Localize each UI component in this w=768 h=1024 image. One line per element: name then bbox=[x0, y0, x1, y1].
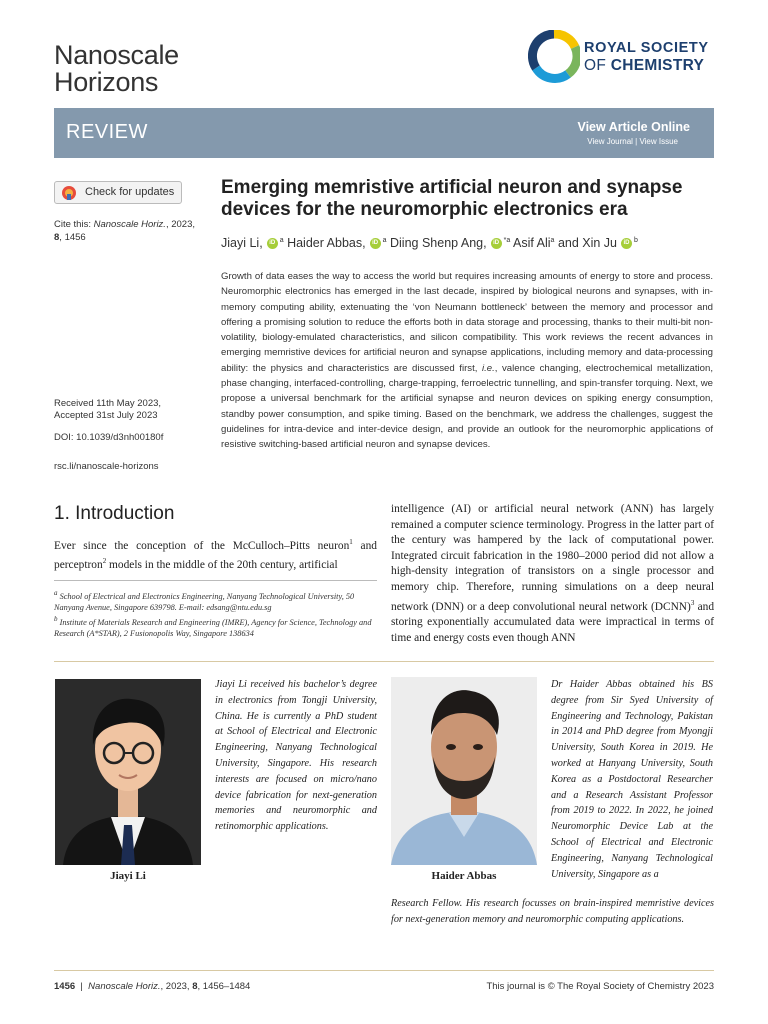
view-journal-issue-links[interactable]: View Journal | View Issue bbox=[587, 137, 678, 146]
author-name: Jiayi Li, bbox=[221, 236, 263, 250]
portrait-image bbox=[391, 677, 537, 865]
intro-text: Ever since the conception of the McCulloch–Pitts neuron bbox=[54, 539, 350, 552]
author-affiliation: *a bbox=[503, 236, 511, 244]
portrait-image bbox=[55, 679, 201, 865]
rsc-chemistry: CHEMISTRY bbox=[610, 57, 705, 74]
footer-journal: Nanoscale Horiz. bbox=[88, 981, 161, 992]
article-type-label: REVIEW bbox=[66, 121, 148, 143]
abstract-part2: , valence changing, electrochemical metallization, phase changing, interfaced-controlling, charge-trapping, ferroelectric tunnelling, and spin-transfer torquing. Next, we propose a universal benchmark for the artificial synapse and neuron devices on spiking energy consumption, standby power consumption, and spike timing. Based on the benchmark, we address the challenges, suggest the guidelines for intra-device and inter-device design, and provide an outlook for the neuromorphic applications of resistive switching-based artificial neuron and synapse devices. bbox=[221, 362, 713, 451]
photo-caption: Jiayi Li bbox=[110, 870, 146, 882]
author-affiliation: a bbox=[550, 236, 555, 244]
journal-title-line1: Nanoscale bbox=[54, 40, 179, 70]
intro-text: intelligence (AI) or artificial neural network (ANN) has largely remained a computer science terminology. Progress in the latter part of the century was hampered by the lack of computational power. Integrated circuit fabrication in the 1980–2000 period did not allow a high-density integration of transistors on a single processor and memory chip. Therefore, running simulations on a deep neural network (DNN) or a deep convolutional neural network (DCNN) bbox=[391, 503, 714, 613]
footer-volume: 8 bbox=[192, 981, 198, 992]
accepted-date: Accepted 31st July 2023 bbox=[54, 410, 158, 421]
author-affiliation: a bbox=[279, 236, 284, 244]
check-updates-icon bbox=[61, 185, 77, 201]
orcid-icon[interactable]: iD bbox=[267, 238, 278, 249]
footnote-b-text: Institute of Materials Research and Engineering (IMRE), Agency for Science, Technology and Research (A*STAR), 2 Fusionopolis Way, Singapore 138634 bbox=[54, 617, 372, 639]
citation-info bbox=[54, 218, 204, 244]
biography-jiayi-li: Jiayi Li received his bachelor’s degree in electronics from Tongji University, China. He is currently a PhD student at School of Electrical and Electronic Engineering, Nanyang Technological University, Singapore. His research interests are focused on micro/nano device fabrication for next-generation memories and neuromorphic and retinomorphic applications. bbox=[215, 679, 377, 833]
author-affiliation: a bbox=[382, 236, 387, 244]
orcid-icon[interactable]: iD bbox=[621, 238, 632, 249]
rsc-logo-icon bbox=[528, 30, 580, 84]
orcid-icon[interactable]: iD bbox=[370, 238, 381, 249]
author-affiliation: b bbox=[634, 236, 638, 244]
cite-volume: 8 bbox=[54, 232, 60, 243]
check-for-updates-label: Check for updates bbox=[85, 186, 175, 198]
intro-text: models in the middle of the 20th century, artificial bbox=[106, 559, 338, 572]
received-date: Received 11th May 2023, bbox=[54, 398, 162, 409]
intro-column-left bbox=[54, 535, 377, 574]
check-for-updates-button[interactable] bbox=[54, 181, 182, 204]
affiliation-footnotes bbox=[54, 588, 377, 640]
author-name: Haider Abbas, bbox=[287, 236, 366, 250]
footnote-b bbox=[54, 614, 377, 640]
author-name: Asif Ali bbox=[513, 236, 551, 250]
article-title: Emerging memristive artificial neuron and synapse devices for the neuromorphic electronics era bbox=[221, 177, 683, 220]
author-name: and Xin Ju bbox=[557, 236, 618, 250]
rsc-wordmark bbox=[584, 40, 709, 74]
biography-haider-abbas: Dr Haider Abbas obtained his BS degree from Sir Syed University of Engineering and Technology, Pakistan in 2014 and PhD degree from Myongji University, South Korea in 2019. He worked at Hanyang University, South Korea as a Postdoctoral Researcher and a Research Assistant Professor from 2019 to 2022. In 2022, he joined Neuromorphic Device Lab at the School of Electrical and Electronic Engineering, Nanyang Technological University, Singapore as a bbox=[551, 679, 713, 880]
rsc-wordmark-line2 bbox=[584, 57, 709, 74]
footnote-a-text: School of Electrical and Electronics Engineering, Nanyang Technological University, 50 Nanyang Avenue, Singapore 639798. E-mail: edsang@ntu.edu.sg bbox=[54, 591, 355, 613]
intro-column-right bbox=[391, 502, 714, 646]
footer-year: , 2023, bbox=[160, 981, 193, 992]
ref-link[interactable]: 2 bbox=[102, 557, 107, 566]
biography-divider bbox=[54, 661, 714, 662]
footer-citation bbox=[54, 981, 250, 992]
intro-text: and perceptron bbox=[54, 539, 377, 572]
page-number: 1456 bbox=[54, 981, 76, 992]
footnote-a-mark: a bbox=[54, 589, 58, 597]
doi[interactable]: DOI: 10.1039/d3nh00180f bbox=[54, 432, 164, 443]
article-type-band bbox=[54, 108, 714, 158]
cite-page: , 1456 bbox=[59, 232, 86, 243]
footer-divider bbox=[54, 970, 714, 971]
rsc-logo[interactable] bbox=[528, 30, 714, 84]
cite-journal: Nanoscale Horiz. bbox=[93, 219, 166, 230]
section-heading: 1. Introduction bbox=[54, 503, 175, 524]
biography-haider-abbas-continued: Research Fellow. His research focusses on brain-inspired memristive devices for next-generation memory and neuromorphic computing applications. bbox=[391, 898, 714, 925]
journal-title-line2: Horizons bbox=[54, 67, 159, 97]
author-photo-jiayi-li bbox=[55, 679, 201, 865]
journal-title bbox=[54, 42, 179, 96]
orcid-icon[interactable]: iD bbox=[491, 238, 502, 249]
footer-separator: | bbox=[75, 981, 89, 992]
view-article-online-link[interactable]: View Article Online bbox=[577, 120, 690, 134]
footnote-a bbox=[54, 588, 377, 614]
cite-year: , 2023, bbox=[165, 219, 196, 230]
photo-caption: Haider Abbas bbox=[431, 870, 497, 882]
footer-copyright: This journal is © The Royal Society of Chemistry 2023 bbox=[486, 981, 714, 992]
ref-link[interactable]: 3 bbox=[690, 598, 695, 607]
rsc-of: OF bbox=[584, 57, 611, 74]
rsc-wordmark-line1: ROYAL SOCIETY bbox=[584, 40, 709, 56]
cite-prefix: Cite this: bbox=[54, 219, 94, 230]
abstract bbox=[221, 269, 713, 453]
intro-text: and storing exponentially accumulated data were impractical in terms of time and energy costs even though ANN bbox=[391, 600, 715, 644]
footnote-divider bbox=[54, 580, 377, 581]
footer-pages: , 1456–1484 bbox=[197, 981, 251, 992]
journal-site-link[interactable]: rsc.li/nanoscale-horizons bbox=[54, 461, 159, 472]
abstract-part1: Growth of data eases the way to access the world but requires increasing amounts of energy to store and process. Neuromorphic electronics has emerged in the last decade, inspired by biological neurons and synapses, with in-memory computing ability, extenuating the ‘von Neumann bottleneck’ between the memory and processor and offering a promising solution to reduce the efforts both in data storage and processing, thanks to their multi-bit non-volatility, biology-emulated characteristics, and silicon compatibility. This work reviews the recent advances in emerging memristive devices for artificial neuron and synapse applications, including memory and data-processing ability: the physics and characteristics are discussed first, bbox=[221, 271, 713, 374]
ref-link[interactable]: 1 bbox=[349, 538, 353, 546]
author-photo-haider-abbas bbox=[391, 677, 537, 865]
abstract-ie: i.e. bbox=[481, 362, 495, 374]
author-name: Diing Shenp Ang, bbox=[390, 236, 487, 250]
footnote-b-mark: b bbox=[54, 614, 58, 623]
author-list bbox=[221, 236, 638, 250]
